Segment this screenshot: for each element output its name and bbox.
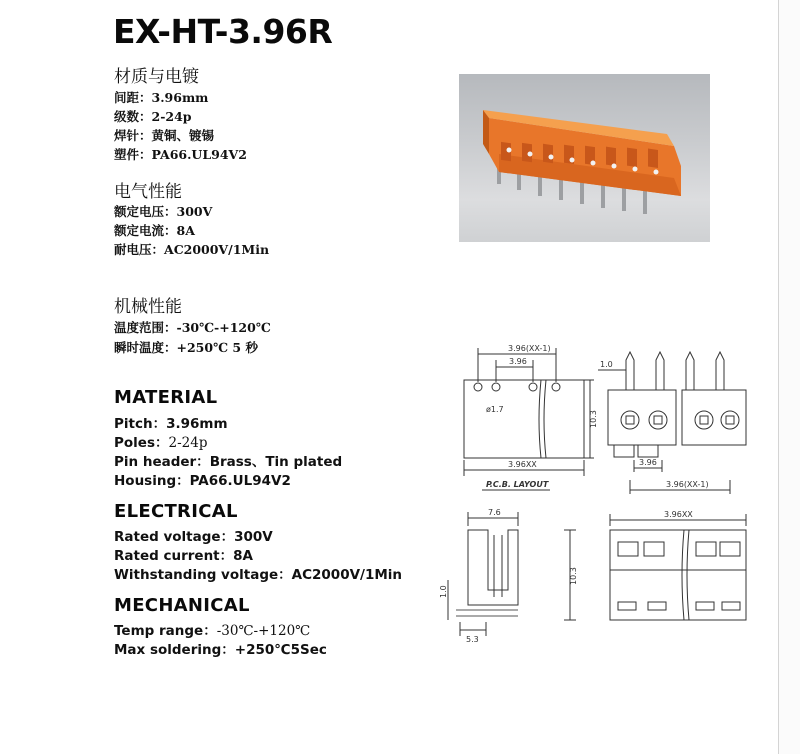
bottom-view-drawing [610, 514, 746, 620]
en-spec-line [114, 412, 228, 432]
spec-value: Brass、Tin plated [209, 454, 343, 470]
spec-label: Pin header： [114, 454, 210, 470]
spec-label: Housing： [114, 473, 190, 489]
en-spec-line [114, 619, 310, 639]
front-view-drawing [598, 352, 746, 494]
spec-value: 3.96mm [166, 416, 228, 432]
en-electrical-heading: ELECTRICAL [114, 501, 238, 522]
dim-side-width: 7.6 [488, 508, 501, 517]
spec-label: Rated voltage： [114, 529, 235, 545]
spec-value: PA66.UL94V2 [189, 473, 291, 489]
cn-material-line: 塑件：PA66.UL94V2 [114, 147, 247, 162]
en-spec-line [114, 450, 342, 470]
side-view-drawing [448, 512, 576, 636]
dim-pcb-height: 10.3 [589, 410, 598, 428]
dim-pcb-hole: ø1.7 [486, 405, 504, 414]
spec-value: -30℃-+120℃ [216, 623, 311, 639]
pcb-layout-caption: P.C.B. LAYOUT [486, 480, 549, 489]
dim-pcb-top: 3.96(XX-1) [508, 344, 551, 353]
dim-pcb-pitch: 3.96 [509, 357, 527, 366]
dim-side-height: 10.3 [569, 567, 578, 585]
spec-label: Withstanding voltage： [114, 567, 292, 583]
connector-render [459, 74, 710, 242]
spec-value: 300V [234, 529, 273, 545]
cn-mechanical-heading: 机械性能 [114, 297, 182, 317]
dim-front-pitch: 3.96 [639, 458, 657, 467]
page-right-margin [779, 0, 800, 754]
cn-material-line: 间距：3.96mm [114, 90, 209, 105]
en-spec-line [114, 525, 273, 545]
dim-bottom-width: 3.96XX [664, 510, 693, 519]
spec-label: Max soldering： [114, 642, 235, 658]
en-spec-line [114, 544, 253, 564]
en-spec-line [114, 469, 291, 489]
spec-value: 8A [233, 548, 253, 564]
en-material-heading: MATERIAL [114, 387, 218, 408]
dim-front-pin: 1.0 [600, 360, 613, 369]
spec-value: +250℃5Sec [234, 642, 327, 658]
product-title: EX-HT-3.96R [113, 12, 333, 51]
spec-label: Pitch： [114, 416, 167, 432]
spec-value: AC2000V/1Min [291, 567, 403, 583]
en-mechanical-heading: MECHANICAL [114, 595, 250, 616]
dim-pcb-bottom: 3.96XX [508, 460, 537, 469]
cn-mechanical-line: 瞬时温度：+250℃ 5 秒 [114, 340, 258, 355]
cn-electrical-line: 耐电压：AC2000V/1Min [114, 242, 270, 257]
dim-side-pin: 1.0 [439, 585, 448, 598]
cn-material-line: 级数：2-24p [114, 109, 192, 124]
en-spec-line [114, 563, 402, 583]
spec-label: Rated current： [114, 548, 234, 564]
spec-label: Poles： [114, 435, 169, 451]
cn-material-line: 焊针：黄铜、镀锡 [114, 128, 215, 143]
cn-material-heading: 材质与电镀 [114, 67, 199, 87]
dim-front-total: 3.96(XX-1) [666, 480, 709, 489]
dim-side-base: 5.3 [466, 635, 479, 644]
spec-label: Temp range： [114, 623, 217, 639]
technical-drawings [438, 330, 773, 650]
en-spec-line [114, 638, 327, 658]
cn-electrical-line: 额定电压：300V [114, 204, 213, 219]
cn-electrical-line: 额定电流：8A [114, 223, 195, 238]
cn-mechanical-line: 温度范围：-30℃-+120℃ [114, 320, 271, 335]
page-right-divider [778, 0, 779, 754]
product-photo [459, 74, 710, 242]
cn-electrical-heading: 电气性能 [114, 182, 182, 202]
spec-value: 2-24p [168, 435, 208, 451]
en-spec-line [114, 431, 207, 451]
